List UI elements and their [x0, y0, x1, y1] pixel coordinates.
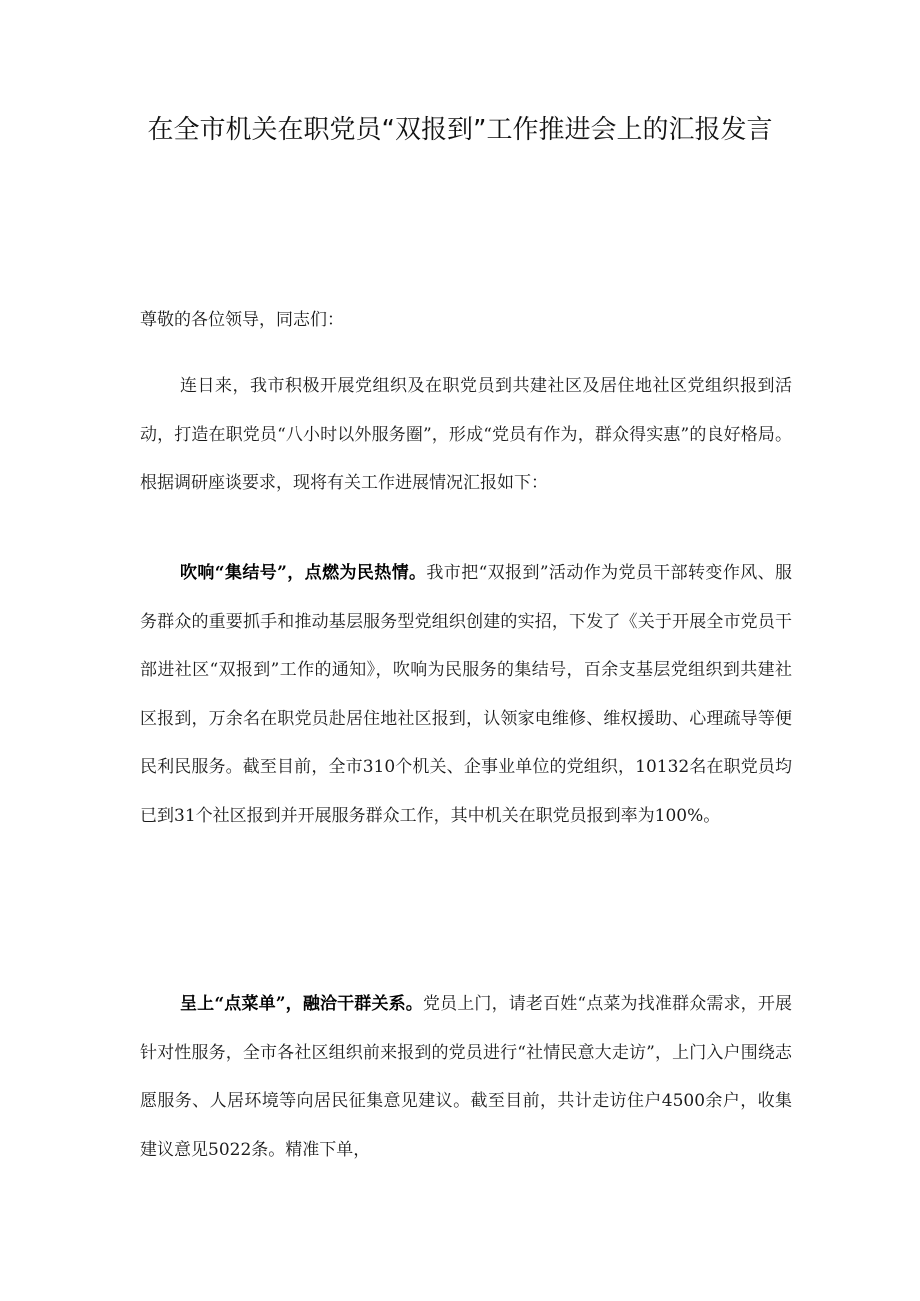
- paragraph-assembly-text: 我市把“双报到”活动作为党员干部转变作风、服务群众的重要抓手和推动基层服务型党组织创建的实招，下发了《关于开展全市党员干部进社区“双报到”工作的通知》，吹响为民服务的集结号，百余支基层党组织到共建社区报到，万余名在职党员赴居住地社区报到，认领家电维修、维权援助、心理疏导等便民利民服务。截至目前，全市310个机关、企事业单位的党组织，10132名在职党员均已到31个社区报到并开展服务群众工作，其中机关在职党员报到率为100%。: [140, 563, 792, 826]
- paragraph-intro: [140, 362, 792, 508]
- salutation: 尊敬的各位领导，同志们：: [140, 310, 344, 330]
- paragraph-menu-text: 党员上门，请老百姓“点菜为找准群众需求，开展针对性服务，全市各社区组织前来报到的党员进行“社情民意大走访”，上门入户围绕志愿服务、人居环境等向居民征集意见建议。截至目前，共计走访住户4500余户，收集建议意见5022条。精准下单，: [140, 994, 792, 1160]
- paragraph-menu-lead: 呈上“点菜单”，融洽干群关系。: [180, 994, 423, 1014]
- paragraph-menu: [140, 980, 792, 1174]
- paragraph-intro-text: 连日来，我市积极开展党组织及在职党员到共建社区及居住地社区党组织报到活动，打造在职党员“八小时以外服务圈”，形成“党员有作为，群众得实惠”的良好格局。根据调研座谈要求，现将有关工作进展情况汇报如下：: [140, 376, 792, 493]
- document-title: 在全市机关在职党员“双报到”工作推进会上的汇报发言: [147, 115, 773, 145]
- paragraph-assembly: [140, 549, 792, 840]
- paragraph-assembly-lead: 吹响“集结号”，点燃为民热情。: [180, 563, 427, 583]
